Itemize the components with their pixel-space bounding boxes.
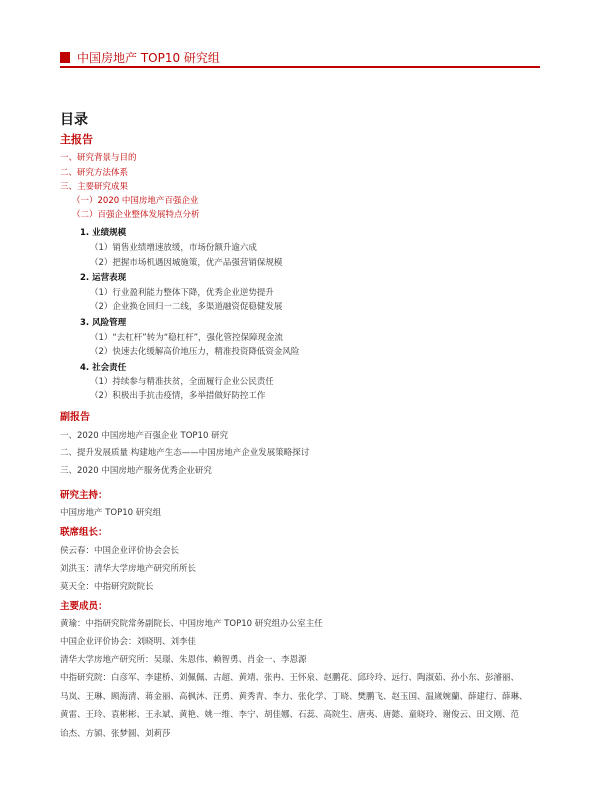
toc-subsection[interactable]: （二）百强企业整体发展特点分析 — [72, 210, 200, 220]
research-host-value: 中国房地产 TOP10 研究组 — [60, 508, 162, 518]
member-line: 黄瑜：中指研究院常务副院长、中国房地产 TOP10 研究组办公室主任 — [60, 619, 323, 629]
leader-line: 莫天全：中指研究院院长 — [60, 582, 154, 592]
header-rule — [60, 66, 540, 68]
group-item[interactable]: （1）行业盈利能力整体下降，优秀企业逆势提升 — [90, 288, 274, 298]
group-item[interactable]: （1）销售业绩增速放缓，市场份额升逾六成 — [90, 243, 257, 253]
group-title: 4. 社会责任 — [80, 363, 127, 373]
toc-section[interactable]: 二、研究方法体系 — [60, 168, 129, 178]
joint-leaders-heading: 联席组长： — [60, 527, 108, 538]
sub-report-heading: 副报告 — [60, 412, 90, 423]
member-line: 马岚、王琳、顾海清、蒋金丽、高枫沐、汪勇、黄秀青、李力、张化学、丁晓、樊鹏飞、赵玉国、温嵗婉蘭、薛建行、薛琳、 — [60, 692, 528, 702]
group-item[interactable]: （1）持续参与精准扶贫，全面履行企业公民责任 — [90, 377, 274, 387]
sub-report-item[interactable]: 一、2020 中国房地产百强企业 TOP10 研究 — [60, 431, 229, 441]
header-marker — [60, 52, 70, 63]
leader-line: 刘洪玉：清华大学房地产研究所所长 — [60, 564, 197, 574]
member-line: 清华大学房地产研究所：吴璟、朱恩伟、赖智勇、肖金一、李恩源 — [60, 655, 307, 665]
toc-section[interactable]: 一、研究背景与目的 — [60, 153, 137, 163]
group-item[interactable]: （2）把握市场机遇因城施策，优产品强营销保规模 — [90, 258, 283, 268]
research-host-heading: 研究主持： — [60, 490, 108, 501]
leader-line: 侯云春：中国企业评价协会会长 — [60, 546, 180, 556]
member-line: 中国企业评价协会：刘晓明、刘李佳 — [60, 637, 197, 647]
member-line: 黄雷、王玲、袁彬彬、王永斌、黄艳、姚一维、李宁、胡佳娜、石蕊、高院生、唐夷、唐懿、童晓玲、谢俊云、田文刚、范 — [60, 710, 520, 720]
group-item[interactable]: （2）积极出手抗击疫情，多举措做好防控工作 — [90, 391, 266, 401]
group-item[interactable]: （2）快速去化缓解高价地压力，精准投资降低资金风险 — [90, 347, 300, 357]
group-item[interactable]: （1）“去杠杆”转为“稳杠杆”，强化管控保障现金流 — [90, 333, 284, 343]
group-item[interactable]: （2）企业换仓回归一二线，多渠道融资促稳健发展 — [90, 302, 283, 312]
sub-report-item[interactable]: 二、提升发展质量 构建地产生态——中国房地产企业发展策略探讨 — [60, 448, 310, 458]
sub-report-item[interactable]: 三、2020 中国房地产服务优秀企业研究 — [60, 466, 212, 476]
member-line: 诒杰、方頴、张梦圆、刘莉莎 — [60, 729, 171, 739]
header-title: 中国房地产 TOP10 研究组 — [77, 51, 220, 65]
page-header — [60, 48, 540, 68]
group-title: 3. 风险管理 — [80, 318, 127, 328]
toc-subsection[interactable]: （一）2020 中国房地产百强企业 — [72, 196, 199, 206]
toc-title: 目录 — [60, 112, 88, 128]
members-heading: 主要成员： — [60, 601, 108, 612]
member-line: 中指研究院：白彦军、李建桥、刘佩佩、古超、黄靖、张冉、王怀泉、赵鹏花、邱玲玲、远行、陶淑茹、孙小东、彭濬丽、 — [60, 673, 520, 683]
group-title: 2. 运营表现 — [80, 273, 127, 283]
group-title: 1. 业绩规模 — [80, 228, 127, 238]
main-report-heading: 主报告 — [60, 133, 93, 146]
toc-section[interactable]: 三、主要研究成果 — [60, 182, 129, 192]
